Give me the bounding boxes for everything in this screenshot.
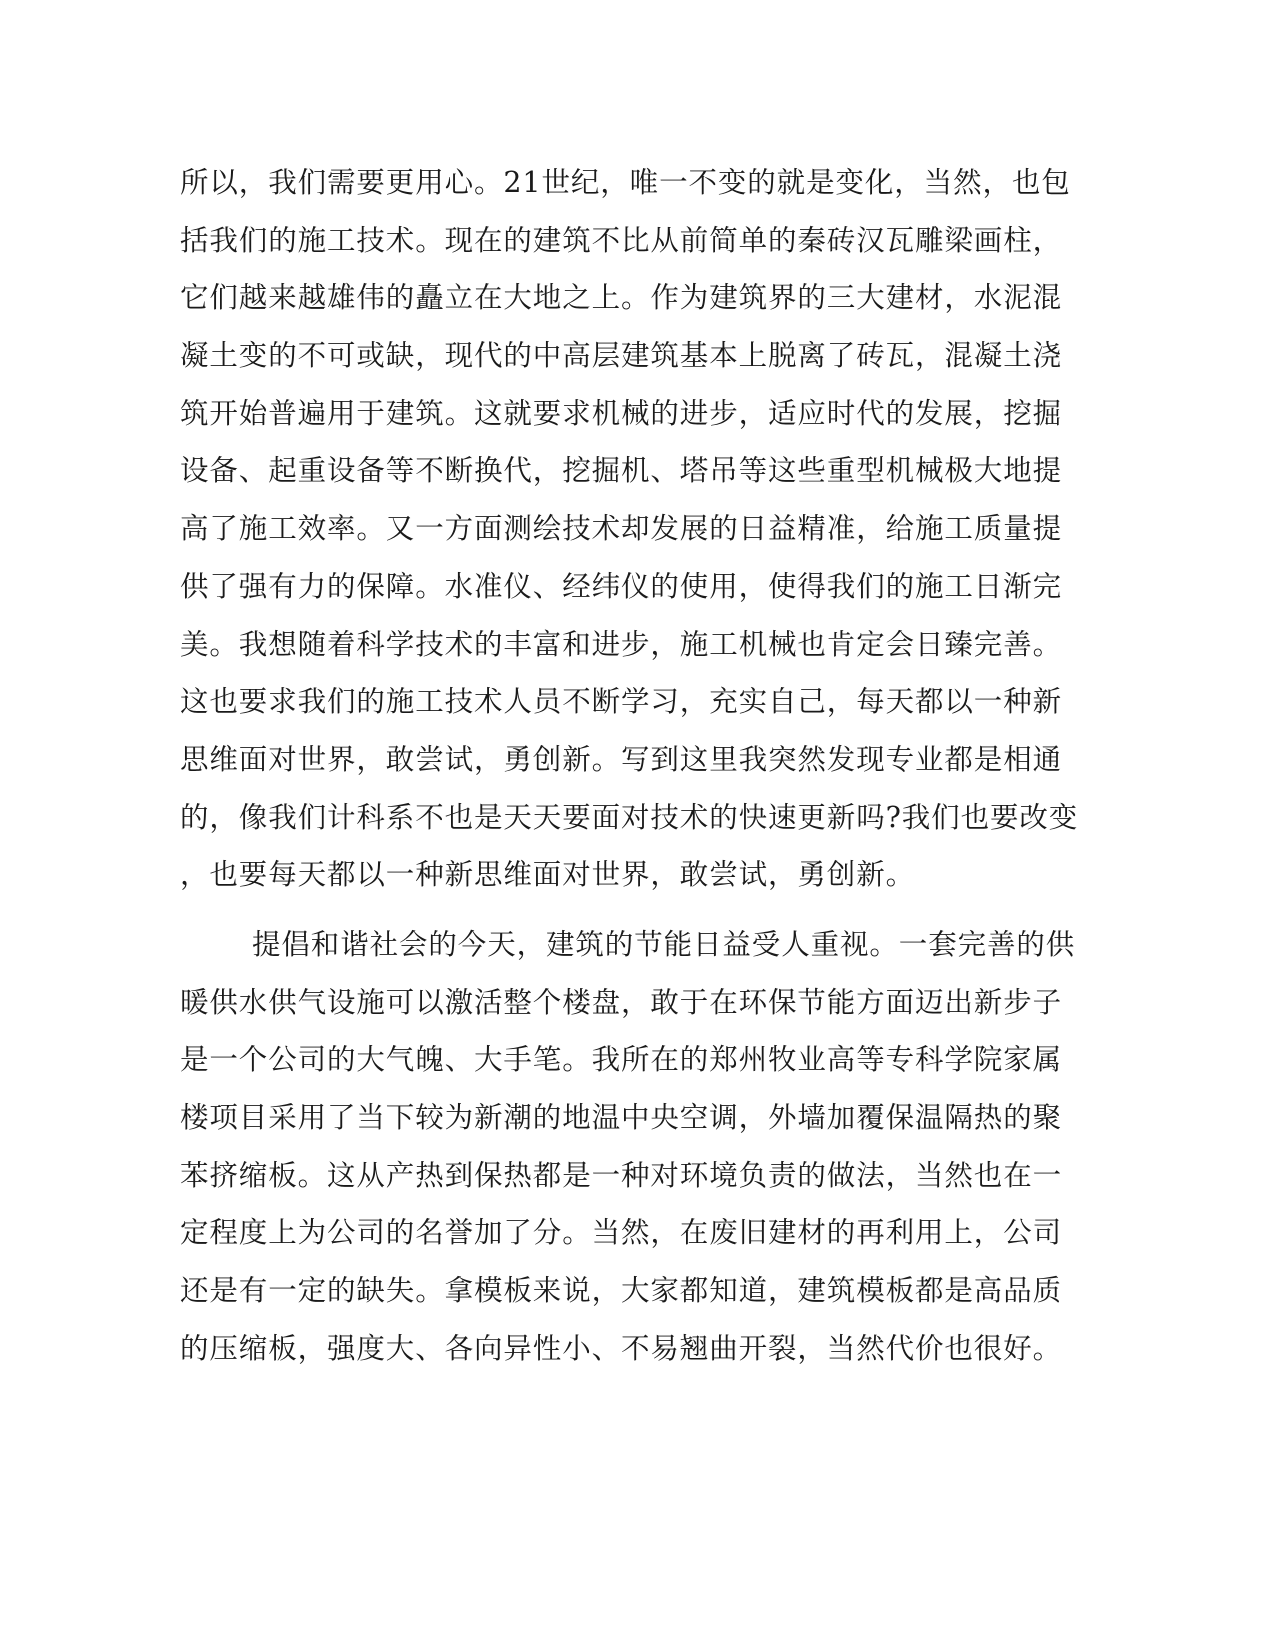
text-line: 苯挤缩板。这从产热到保热都是一种对环境负责的做法，当然也在一 bbox=[180, 1159, 1063, 1192]
text-line: 思维面对世界，敢尝试，勇创新。写到这里我突然发现专业都是相通 bbox=[180, 743, 1063, 776]
text-line: 凝土变的不可或缺，现代的中高层建筑基本上脱离了砖瓦，混凝土浇 bbox=[180, 339, 1063, 372]
text-line: ，也要每天都以一种新思维面对世界，敢尝试，勇创新。 bbox=[180, 858, 916, 891]
paragraph-first-line: 提倡和谐社会的今天，建筑的节能日益受人重视。一套完善的供 bbox=[252, 928, 1076, 961]
text-line: 楼项目采用了当下较为新潮的地温中央空调，外墙加覆保温隔热的聚 bbox=[180, 1101, 1063, 1134]
text-line: 它们越来越雄伟的矗立在大地之上。作为建筑界的三大建材，水泥混 bbox=[180, 281, 1063, 314]
text-line: 供了强有力的保障。水准仪、经纬仪的使用，使得我们的施工日渐完 bbox=[180, 570, 1063, 603]
text-line: 这也要求我们的施工技术人员不断学习，充实自己，每天都以一种新 bbox=[180, 685, 1063, 718]
text-line: 所以，我们需要更用心。21世纪，唯一不变的就是变化，当然，也包 bbox=[180, 166, 1071, 199]
text-line: 的压缩板，强度大、各向异性小、不易翘曲开裂，当然代价也很好。 bbox=[180, 1332, 1063, 1365]
text-line: 还是有一定的缺失。拿模板来说，大家都知道，建筑模板都是高品质 bbox=[180, 1274, 1063, 1307]
text-line: 暖供水供气设施可以激活整个楼盘，敢于在环保节能方面迈出新步子 bbox=[180, 986, 1063, 1019]
text-line: 高了施工效率。又一方面测绘技术却发展的日益精准，给施工质量提 bbox=[180, 512, 1063, 545]
text-line: 的，像我们计科系不也是天天要面对技术的快速更新吗?我们也要改变 bbox=[180, 801, 1079, 834]
text-line: 定程度上为公司的名誉加了分。当然，在废旧建材的再利用上，公司 bbox=[180, 1216, 1063, 1249]
text-line: 筑开始普遍用于建筑。这就要求机械的进步，适应时代的发展，挖掘 bbox=[180, 397, 1063, 430]
text-line: 是一个公司的大气魄、大手笔。我所在的郑州牧业高等专科学院家属 bbox=[180, 1043, 1063, 1076]
text-line: 美。我想随着科学技术的丰富和进步，施工机械也肯定会日臻完善。 bbox=[180, 628, 1063, 661]
text-line: 设备、起重设备等不断换代，挖掘机、塔吊等这些重型机械极大地提 bbox=[180, 454, 1063, 487]
text-line: 括我们的施工技术。现在的建筑不比从前简单的秦砖汉瓦雕梁画柱， bbox=[180, 224, 1063, 257]
